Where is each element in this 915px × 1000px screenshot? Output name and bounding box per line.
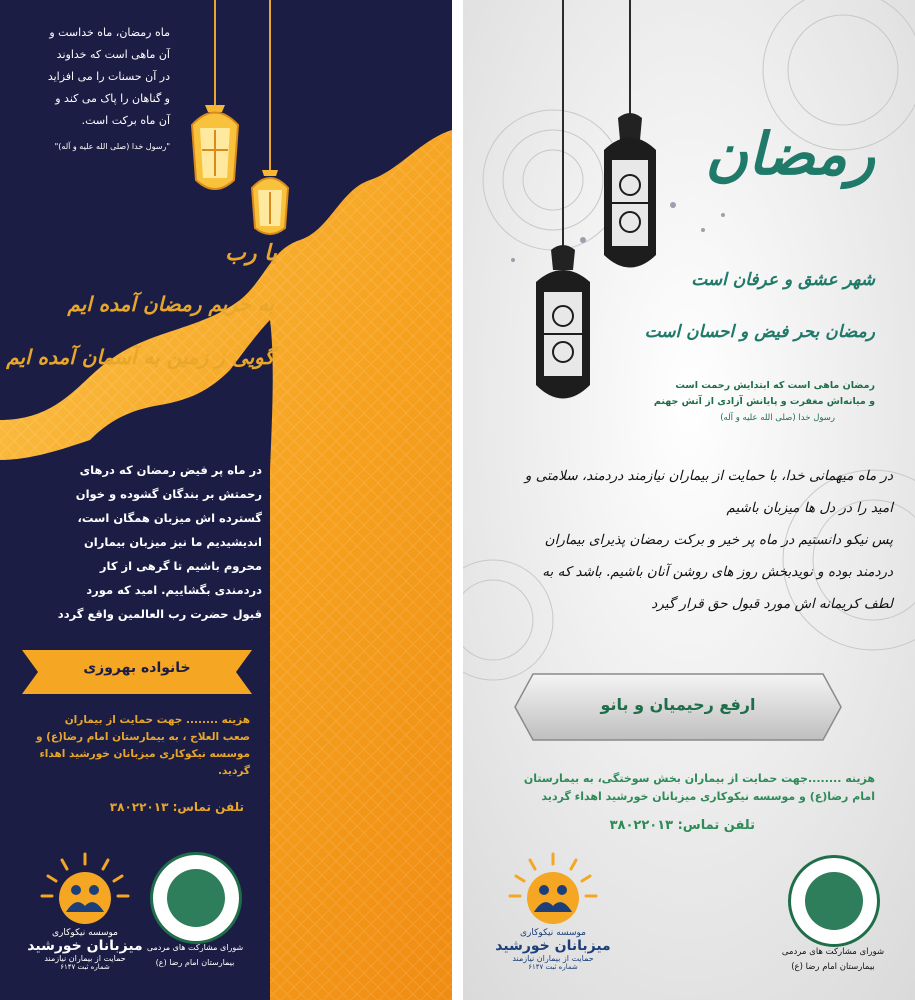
council-logo bbox=[150, 852, 242, 944]
hadith-block bbox=[575, 378, 875, 426]
donation-line: گردید. bbox=[217, 765, 250, 777]
charity-line: میزبانان خورشید bbox=[495, 938, 611, 954]
body-line: در ماه پر فیض رمضان که درهای bbox=[79, 463, 262, 477]
donation-text bbox=[475, 770, 875, 806]
left-poster bbox=[0, 0, 452, 1000]
hadith-block bbox=[20, 22, 170, 158]
body-line: گسترده اش میزبان همگان است، bbox=[77, 511, 262, 525]
hadith-source: "رسول خدا (صلی الله علیه و آله)" bbox=[54, 142, 170, 151]
council-logo bbox=[788, 855, 880, 947]
poem-title: یا رب bbox=[225, 240, 277, 266]
hadith-line: آن ماه برکت است. bbox=[81, 114, 170, 127]
poster-divider bbox=[452, 0, 463, 1000]
body-line: اندیشیدیم ما نیز میزبان بیماران bbox=[83, 535, 262, 549]
lantern-icon bbox=[536, 245, 590, 399]
body-line: رحمتش بر بندگان گشوده و خوان bbox=[75, 487, 262, 501]
lantern-icon bbox=[192, 105, 238, 189]
golden-lanterns bbox=[170, 0, 310, 250]
hadith-line: ماه رمضان، ماه خداست و bbox=[49, 26, 170, 39]
charity-line: شماره ثبت ۶۱۴۷ bbox=[60, 963, 110, 971]
council-caption bbox=[763, 945, 903, 975]
charity-line: موسسه نیکوکاری bbox=[520, 928, 586, 938]
hadith-line: و میانه‌اش مغفرت و پایانش آزادی از آتش جهنم bbox=[653, 396, 875, 407]
donation-line: هزینه ........ جهت حمایت از بیماران bbox=[64, 714, 250, 726]
ramadan-title: رمضان bbox=[705, 120, 875, 188]
charity-caption bbox=[478, 928, 628, 971]
body-line: امید را در دل ها میزبان باشیم bbox=[726, 500, 893, 516]
lantern-icon bbox=[252, 170, 288, 234]
donation-line: هزینه ........جهت حمایت از بیماران بخش سوختگی، به بیمارستان bbox=[523, 772, 875, 785]
donation-line: امام رضا(ع) و موسسه نیکوکاری میزبانان خورشید اهداء گردید bbox=[541, 790, 875, 803]
council-line: بیمارستان امام رضا (ع) bbox=[791, 962, 875, 972]
poem-line: گویی ز زمین به آسمان آمده ایم bbox=[6, 345, 274, 369]
poem-line: به حریم رمضان آمده ایم bbox=[67, 292, 274, 316]
body-line: در ماه میهمانی خدا، با حمایت از بیماران نیازمند دردمند، سلامتی و bbox=[524, 468, 893, 484]
body-line: محروم باشیم تا گرهی از کار bbox=[99, 559, 262, 573]
donation-line: صعب العلاج ، به بیمارستان امام رضا(ع) و bbox=[35, 731, 250, 743]
building-icon bbox=[167, 869, 225, 927]
hadith-line: رمضان ماهی است که ابتدایش رحمت است bbox=[675, 380, 875, 391]
charity-line: شماره ثبت ۶۱۴۷ bbox=[528, 963, 578, 971]
charity-line: میزبانان خورشید bbox=[27, 938, 143, 954]
phone-text: تلفن تماس: ۳۸۰۲۲۰۱۳ bbox=[109, 800, 244, 814]
black-lanterns bbox=[518, 0, 678, 420]
hadith-line: و گناهان را پاک می کند و bbox=[55, 92, 170, 105]
charity-line: حمایت از بیماران نیازمند bbox=[44, 954, 126, 963]
donation-line: موسسه نیکوکاری میزبانان خورشید اهداء bbox=[39, 748, 250, 760]
body-text bbox=[483, 460, 893, 620]
charity-line: حمایت از بیماران نیازمند bbox=[512, 954, 594, 963]
body-line: قبول حضرت رب العالمین واقع گردد bbox=[57, 607, 262, 621]
council-line: شورای مشارکت های مردمی bbox=[146, 943, 244, 952]
family-name: ارفع رحیمیان و بانو bbox=[600, 695, 756, 714]
body-line: لطف کریمانه اش مورد قبول حق قرار گیرد bbox=[651, 596, 893, 612]
building-icon bbox=[805, 872, 863, 930]
family-name: خانواده بهروزی bbox=[83, 660, 191, 676]
sun-logo-icon bbox=[40, 850, 130, 930]
right-poster bbox=[463, 0, 915, 1000]
body-line: پس نیکو دانستیم در ماه پر خیر و برکت رمضان پذیرای بیماران bbox=[544, 532, 893, 548]
phone-text: تلفن تماس: ۳۸۰۲۲۰۱۳ bbox=[609, 818, 755, 833]
subtitle: شهر عشق و عرفان است bbox=[691, 270, 875, 290]
charity-line: موسسه نیکوکاری bbox=[52, 928, 118, 938]
charity-caption bbox=[10, 928, 160, 971]
council-line: شورای مشارکت های مردمی bbox=[781, 947, 885, 957]
lantern-icon bbox=[604, 113, 656, 268]
body-line: دردمند بوده و نویدبخش روز های روشن آنان باشیم. باشد که به bbox=[542, 564, 893, 580]
body-text bbox=[22, 458, 262, 626]
donation-text bbox=[18, 712, 250, 780]
hadith-line: آن ماهی است که خداوند bbox=[56, 48, 170, 61]
hadith-line: در آن حسنات را می افزاید bbox=[47, 70, 170, 83]
subtitle: رمضان بحر فیض و احسان است bbox=[644, 322, 875, 342]
body-line: دردمندی بگشاییم. امید که مورد bbox=[86, 583, 262, 597]
hadith-source: رسول خدا (صلی الله علیه و آله) bbox=[720, 413, 835, 423]
sun-logo-icon bbox=[508, 850, 598, 930]
council-line: بیمارستان امام رضا (ع) bbox=[155, 958, 235, 967]
